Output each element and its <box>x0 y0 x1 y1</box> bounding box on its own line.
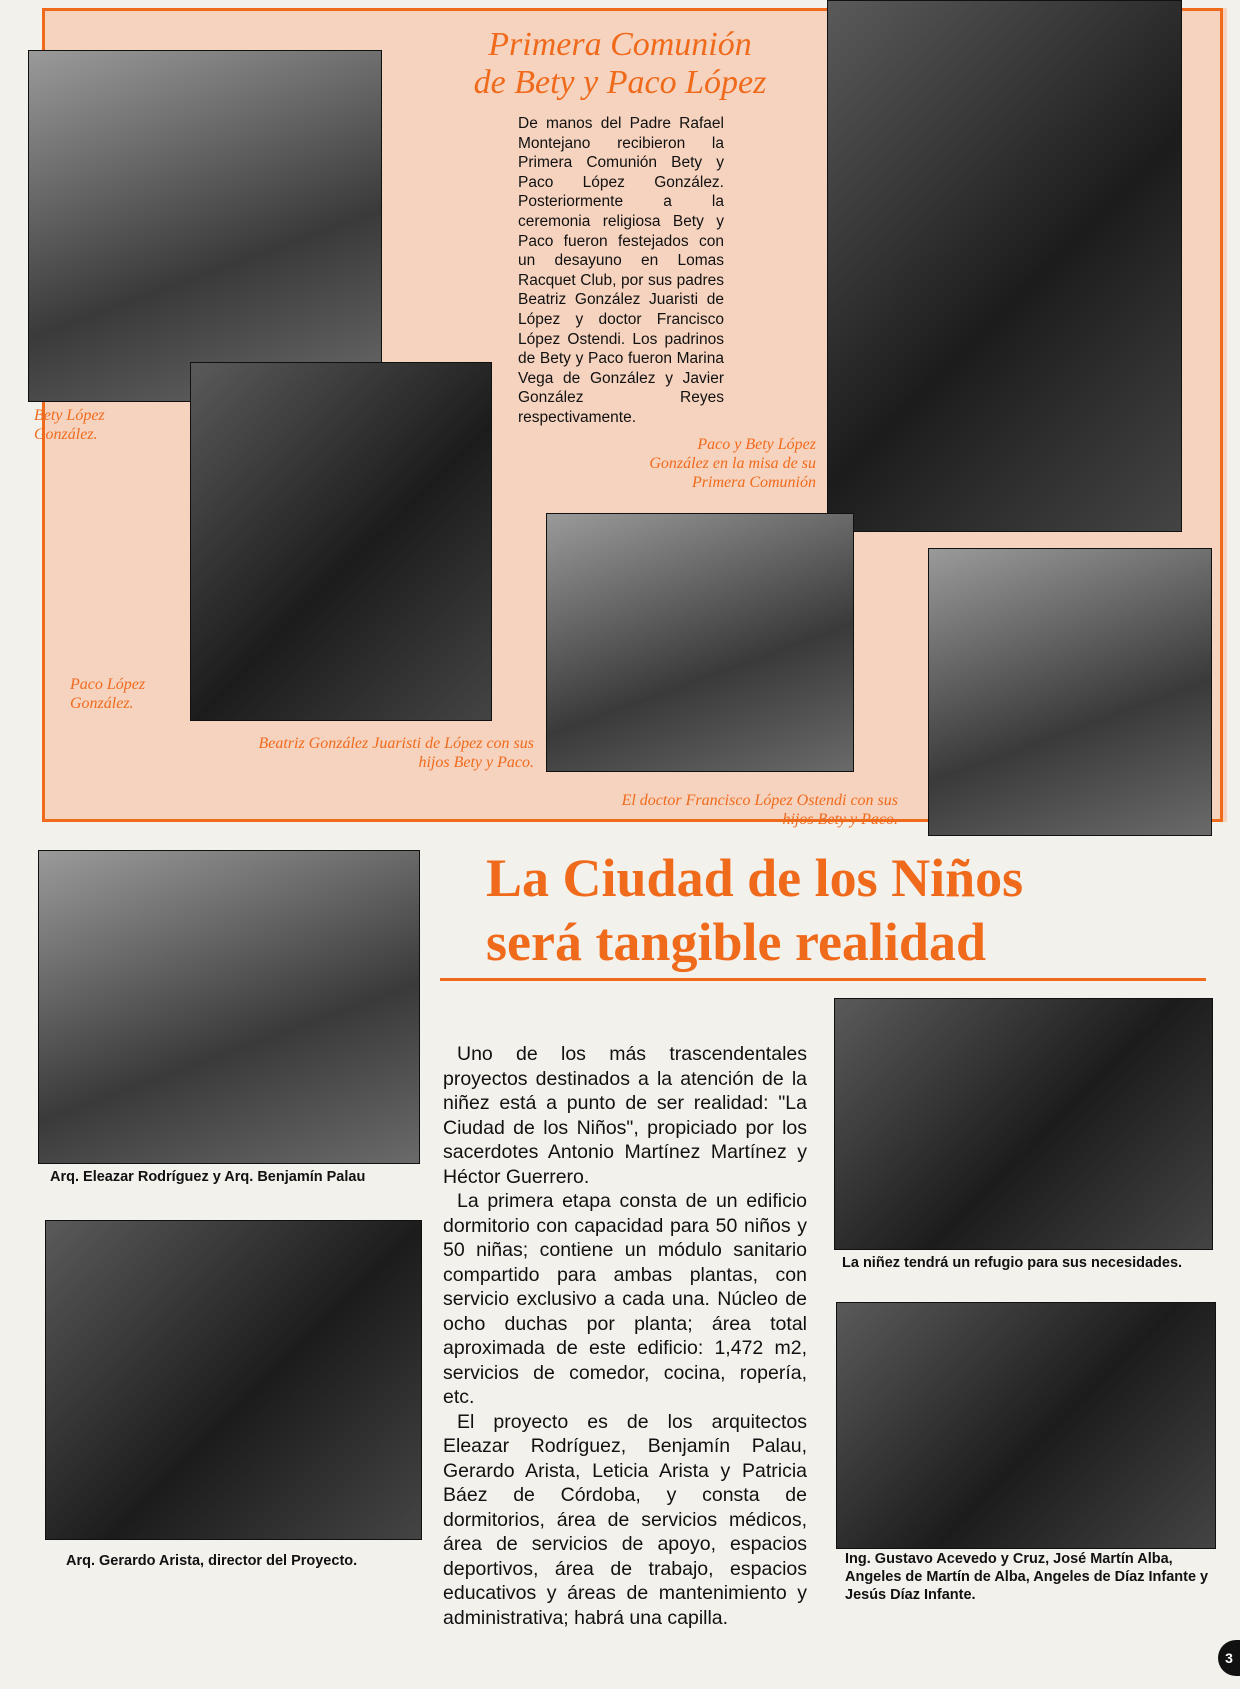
photo-paco <box>190 362 492 721</box>
photo-doctor-hijos <box>928 548 1212 836</box>
caption-ingenieros: Ing. Gustavo Acevedo y Cruz, José Martín Alba, Angeles de Martín de Alba, Angeles de Díaz Infante y Jesús Díaz Infante. <box>845 1551 1209 1603</box>
caption-ninez: La niñez tendrá un refugio para sus necesidades. <box>842 1255 1183 1271</box>
caption-beatriz: Beatriz González Juaristi de López con sus hijos Bety y Paco. <box>258 735 534 771</box>
caption-doctor: El doctor Francisco López Ostendi con sus hijos Bety y Paco. <box>621 792 898 828</box>
communion-title-line1: Primera Comunión <box>488 26 752 63</box>
photo-ninez <box>834 998 1213 1250</box>
main-headline <box>486 846 1206 974</box>
main-paragraph-2: La primera etapa consta de un edificio dormitorio con capacidad para 50 niños y 50 niñas; contiene un módulo sanitario compartido para ambas plantas, con servicio exclusivo a cada una. Núcleo de ocho duchas por planta; área total aproximada de este edificio: 1,472 m2, servicios de comedor, cocina, ropería, etc. <box>443 1190 807 1408</box>
photo-arquitectos <box>38 850 420 1164</box>
communion-body: De manos del Padre Rafael Montejano recibieron la Primera Comunión Bety y Paco López González. Posteriormente a la ceremonia religiosa Bety y Paco fueron festejados con un desayuno en Lomas Racquet Club, por sus padres Beatriz González Juaristi de López y doctor Francisco López Ostendi. Los padrinos de Bety y Paco fueron Marina Vega de González y Javier González Reyes respectivamente. <box>518 115 724 426</box>
caption-paco: Paco López González. <box>70 676 146 712</box>
panel-frame-top <box>42 8 827 11</box>
photo-arista <box>45 1220 422 1540</box>
headline-line1: La Ciudad de los Niños <box>486 848 1024 908</box>
photo-bety <box>28 50 382 402</box>
headline-line2: será tangible realidad <box>486 912 987 972</box>
caption-bety: Bety López González. <box>34 407 105 443</box>
main-paragraph-3: El proyecto es de los arquitectos Eleazar Rodríguez, Benjamín Palau, Gerardo Arista, Leticia Arista y Patricia Báez de Córdoba, y consta de dormitorios, área de servicios médicos, área de servicios de apoyo, espacios deportivos, área de trabajo, espacios educativos y áreas de mantenimiento y administrativa; habrá una capilla. <box>443 1410 807 1629</box>
panel-frame-top-right <box>1178 8 1223 11</box>
page-number: 3 <box>1218 1640 1240 1676</box>
communion-title-line2: de Bety y Paco López <box>473 64 767 101</box>
caption-misa: Paco y Bety López González en la misa de su Primera Comunión <box>649 436 816 491</box>
communion-title <box>430 26 810 102</box>
main-paragraph-1: Uno de los más trascendentales proyectos destinados a la atención de la niñez está a punto de ser realidad: "La Ciudad de los Niños", propiciado por los sacerdotes Antonio Martínez Martínez y Héctor Guerrero. <box>443 1043 807 1188</box>
main-body <box>443 1042 807 1630</box>
headline-rule <box>440 978 1206 981</box>
photo-ingenieros <box>836 1302 1216 1549</box>
photo-misa <box>827 0 1182 532</box>
photo-beatriz-hijos <box>546 513 854 772</box>
caption-arquitectos: Arq. Eleazar Rodríguez y Arq. Benjamín Palau <box>50 1169 366 1185</box>
caption-arista: Arq. Gerardo Arista, director del Proyecto. <box>66 1553 358 1569</box>
panel-frame-right <box>1220 8 1223 822</box>
